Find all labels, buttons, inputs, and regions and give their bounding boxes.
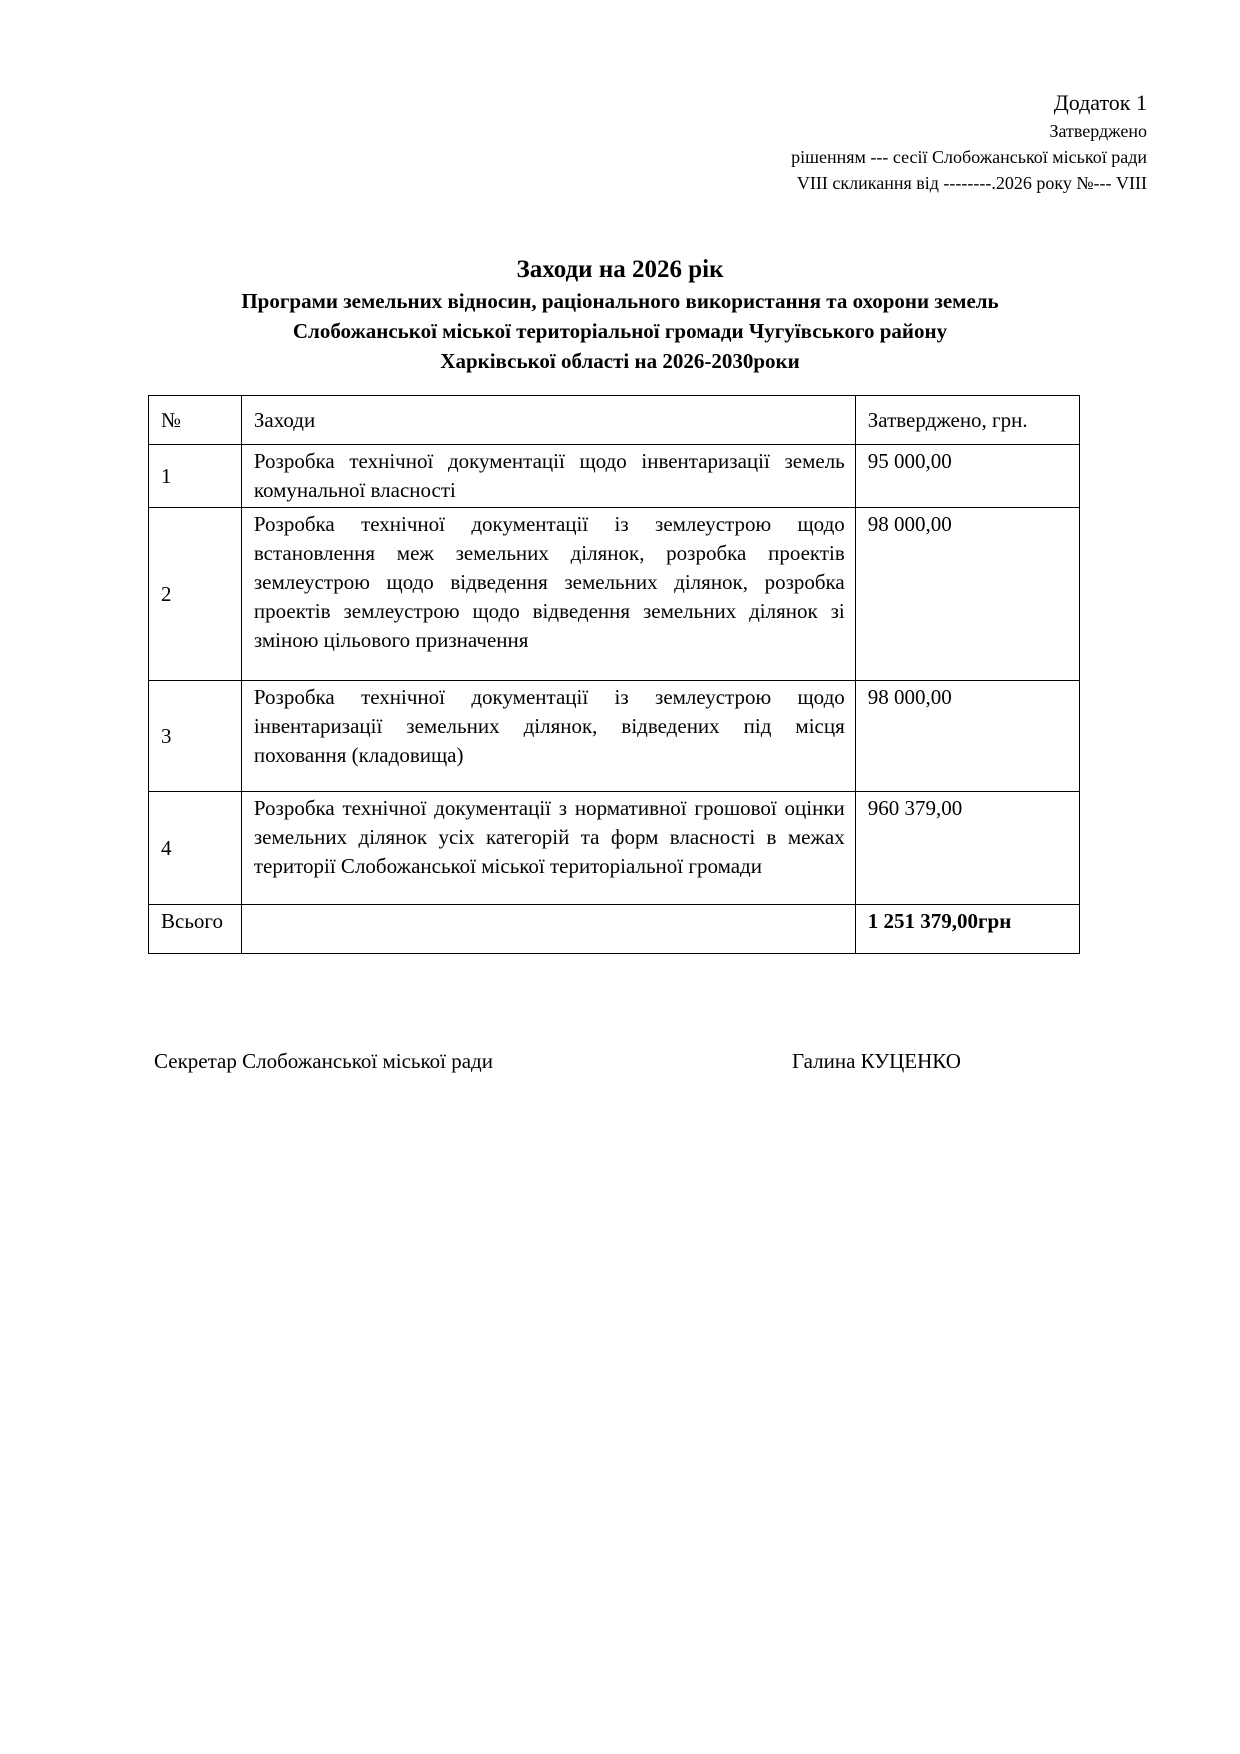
approved-label: Затверджено <box>1049 121 1147 141</box>
table-row <box>149 681 1080 792</box>
document-header <box>791 88 1147 196</box>
decision-line: рішенням --- сесії Слобожанської міської ради <box>791 147 1147 167</box>
signature-name: Галина КУЦЕНКО <box>792 1049 961 1073</box>
row-num: 4 <box>149 792 242 905</box>
row-measure: Розробка технічної документації з нормативної грошової оцінки земельних ділянок усіх категорій та форм власності в межах території Слобожанської міської територіальної громади <box>241 792 855 905</box>
table-row <box>149 508 1080 681</box>
header-measure: Заходи <box>241 396 855 445</box>
annex-label: Додаток 1 <box>1053 90 1147 115</box>
page-title: Заходи на 2026 рік <box>516 256 724 283</box>
row-amount: 95 000,00 <box>855 445 1079 508</box>
table-row <box>149 792 1080 905</box>
title-block <box>0 254 1240 376</box>
row-amount: 98 000,00 <box>855 681 1079 792</box>
row-num: 2 <box>149 508 242 681</box>
row-measure: Розробка технічної документації щодо інвентаризації земель комунальної власності <box>241 445 855 508</box>
subtitle-line-2: Слобожанської міської територіальної громади Чугуївського району <box>292 319 948 343</box>
header-approved: Затверджено, грн. <box>855 396 1079 445</box>
signature-position: Секретар Слобожанської міської ради <box>154 1049 493 1073</box>
table-total-row <box>149 905 1080 954</box>
row-amount: 960 379,00 <box>855 792 1079 905</box>
subtitle-line-1: Програми земельних відносин, раціонального використання та охорони земель <box>241 289 999 313</box>
total-amount: 1 251 379,00грн <box>855 905 1079 954</box>
row-measure: Розробка технічної документації із землеустрою щодо встановлення меж земельних ділянок, розробка проектів землеустрою щодо відведення земельних ділянок, розробка проектів землеустрою щодо відведення земельних ділянок зі зміною цільового призначення <box>241 508 855 681</box>
convocation-line: VIII скликання від --------.2026 року №--- VIII <box>796 173 1147 193</box>
total-label: Всього <box>149 905 242 954</box>
row-amount: 98 000,00 <box>855 508 1079 681</box>
measures-table <box>148 395 1080 954</box>
row-num: 3 <box>149 681 242 792</box>
table-header-row <box>149 396 1080 445</box>
subtitle-line-3: Харківської області на 2026-2030роки <box>440 349 800 373</box>
row-num: 1 <box>149 445 242 508</box>
row-measure: Розробка технічної документації із землеустрою щодо інвентаризації земельних ділянок, відведених під місця поховання (кладовища) <box>241 681 855 792</box>
table-row <box>149 445 1080 508</box>
header-num: № <box>149 396 242 445</box>
total-measure <box>241 905 855 954</box>
